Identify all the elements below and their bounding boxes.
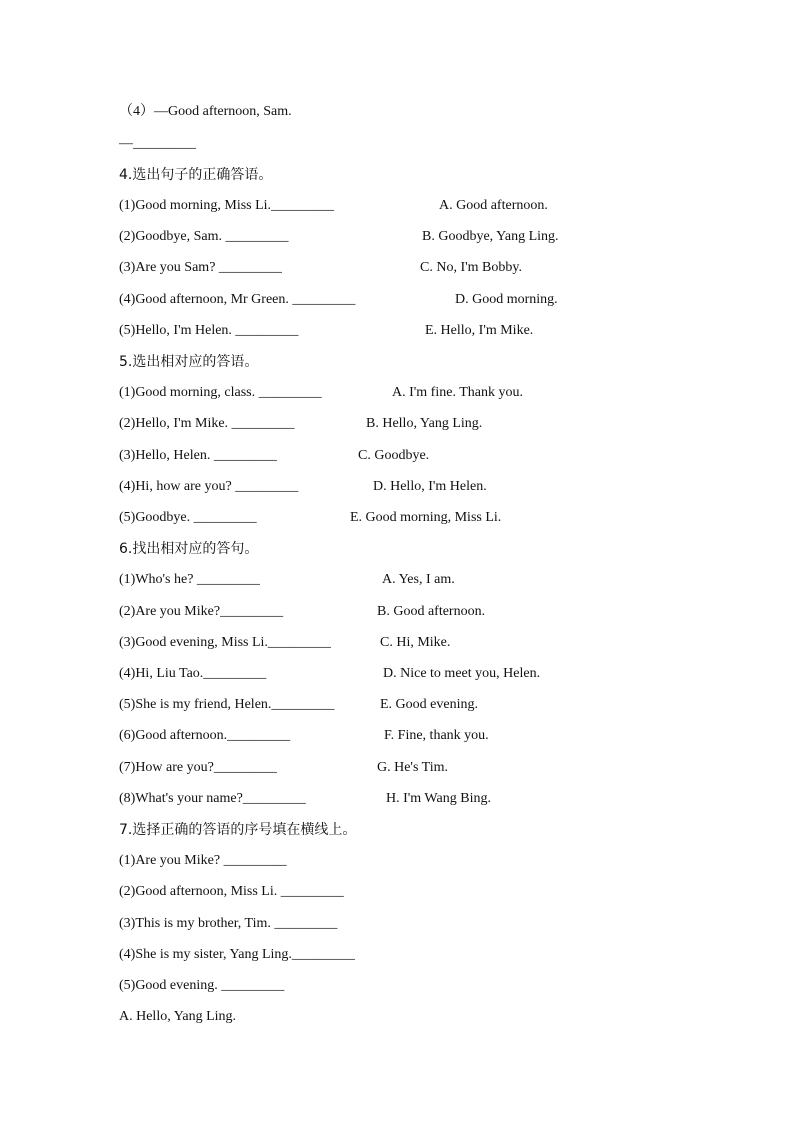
section7-question-1: (1)Are you Mike? _________ (119, 853, 287, 868)
section6-question-7: (7)How are you?_________ (119, 760, 277, 775)
section4-question-3: (3)Are you Sam? _________ (119, 260, 282, 275)
section6-option-b: B. Good afternoon. (377, 604, 486, 619)
section7-heading: 7.选择正确的答语的序号填在横线上。 (119, 822, 357, 838)
section6-question-4: (4)Hi, Liu Tao._________ (119, 666, 267, 681)
section7-question-3: (3)This is my brother, Tim. _________ (119, 916, 338, 931)
section5-option-a: A. I'm fine. Thank you. (392, 385, 523, 400)
section4-heading: 4.选出句子的正确答语。 (119, 167, 273, 183)
section5-question-4: (4)Hi, how are you? _________ (119, 479, 299, 494)
section6-question-1: (1)Who's he? _________ (119, 572, 260, 587)
section5-option-d: D. Hello, I'm Helen. (373, 479, 487, 494)
section6-option-d: D. Nice to meet you, Helen. (383, 666, 541, 681)
section7-question-5: (5)Good evening. _________ (119, 978, 285, 993)
section4-option-e: E. Hello, I'm Mike. (425, 323, 534, 338)
section6-question-5: (5)She is my friend, Helen._________ (119, 697, 335, 712)
section4-question-2: (2)Goodbye, Sam. _________ (119, 229, 289, 244)
q3-item4-question: （4）—Good afternoon, Sam. (119, 104, 292, 119)
section4-option-a: A. Good afternoon. (439, 198, 548, 213)
section4-question-1: (1)Good morning, Miss Li._________ (119, 198, 335, 213)
section5-option-b: B. Hello, Yang Ling. (366, 416, 483, 431)
section6-option-f: F. Fine, thank you. (384, 728, 489, 743)
section5-question-2: (2)Hello, I'm Mike. _________ (119, 416, 295, 431)
section6-option-e: E. Good evening. (380, 697, 478, 712)
section6-question-6: (6)Good afternoon._________ (119, 728, 291, 743)
section7-option-a: A. Hello, Yang Ling. (119, 1009, 237, 1024)
section5-question-3: (3)Hello, Helen. _________ (119, 448, 277, 463)
section6-option-a: A. Yes, I am. (382, 572, 455, 587)
section5-option-e: E. Good morning, Miss Li. (350, 510, 502, 525)
section4-question-5: (5)Hello, I'm Helen. _________ (119, 323, 299, 338)
section6-option-h: H. I'm Wang Bing. (386, 791, 491, 806)
section6-question-8: (8)What's your name?_________ (119, 791, 306, 806)
section5-question-5: (5)Goodbye. _________ (119, 510, 257, 525)
section6-option-c: C. Hi, Mike. (380, 635, 451, 650)
section7-question-4: (4)She is my sister, Yang Ling._________ (119, 947, 355, 962)
section6-question-3: (3)Good evening, Miss Li._________ (119, 635, 331, 650)
section4-option-c: C. No, I'm Bobby. (420, 260, 522, 275)
section6-heading: 6.找出相对应的答句。 (119, 541, 259, 557)
section5-heading: 5.选出相对应的答语。 (119, 354, 259, 370)
section5-question-1: (1)Good morning, class. _________ (119, 385, 322, 400)
section4-option-d: D. Good morning. (455, 292, 558, 307)
section7-question-2: (2)Good afternoon, Miss Li. _________ (119, 884, 344, 899)
section4-option-b: B. Goodbye, Yang Ling. (422, 229, 559, 244)
section6-question-2: (2)Are you Mike?_________ (119, 604, 284, 619)
q3-item4-answer-line: —_________ (119, 136, 196, 151)
section4-question-4: (4)Good afternoon, Mr Green. _________ (119, 292, 356, 307)
section5-option-c: C. Goodbye. (358, 448, 430, 463)
section6-option-g: G. He's Tim. (377, 760, 448, 775)
